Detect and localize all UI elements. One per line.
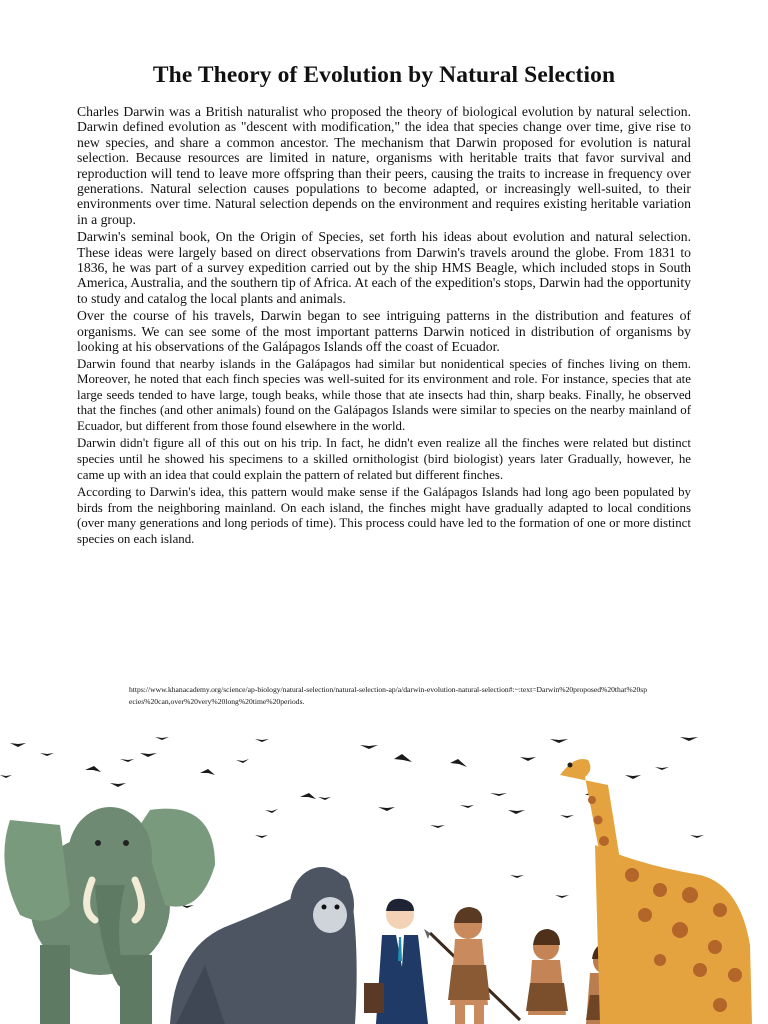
businessman-icon [364, 899, 428, 1024]
source-link[interactable]: https://www.khanacademy.org/science/ap-biology/natural-selection/natural-selection-ap/a/darwin-evolution-natural-selection#:~:text=Darwin%20proposed%20that%20species%20can,over%20very%20long%20time%20periods. [129, 685, 647, 706]
early-human-with-spear-icon [424, 907, 520, 1024]
page-title: The Theory of Evolution by Natural Selection [152, 62, 616, 88]
early-human-icon [526, 929, 568, 1015]
article-body [77, 104, 691, 550]
giraffe-icon [560, 759, 752, 1024]
paragraph: Darwin's seminal book, On the Origin of Species, set forth his ideas about evolution and natural selection. These ideas were largely based on direct observations from Darwin's travels around the globe. From 1831 to 1836, he was part of a survey expedition carried out by the ship HMS Beagle, which included stops in South America, Australia, and the southern tip of Africa. At each of the expedition's stops, Darwin had the opportunity to study and catalog the local plants and animals. [77, 229, 691, 306]
paragraph: Charles Darwin was a British naturalist who proposed the theory of biological evolution by natural selection. Darwin defined evolution as "descent with modification," the idea that species change over time, give rise to new species, and share a common ancestor. The mechanism that Darwin proposed for evolution is natural selection. Because resources are limited in nature, organisms with heritable traits that favor survival and reproduction will tend to leave more offspring than their peers, causing the traits to increase in frequency over generations. Natural selection causes populations to become adapted, or increasingly well-suited, to their environments over time. Natural selection depends on the environment and requires existing heritable variation in a group. [77, 104, 691, 227]
paragraph: Darwin found that nearby islands in the Galápagos had similar but nonidentical species of finches living on them. Moreover, he noted that each finch species was well-suited for its environment and role. For instance, species that ate large seeds tended to have large, tough beaks, while those that ate insects had thin, sharp beaks. Finally, he observed that the finches (and other animals) found on the Galápagos Islands were similar to species on the nearby mainland of Ecuador, but different from those found elsewhere in the world. [77, 356, 691, 433]
paragraph: Darwin didn't figure all of this out on his trip. In fact, he didn't even realize all the finches were related but distinct species until he showed his specimens to a skilled ornithologist (bird biologist) years later Gradually, however, he came up with an idea that could explain the pattern of related but different finches. [77, 436, 691, 482]
evolution-illustration [0, 715, 768, 1024]
paragraph: Over the course of his travels, Darwin began to see intriguing patterns in the distribution and features of organisms. We can see some of the most important patterns Darwin noticed in distribution of organisms by looking at his observations of the Galápagos Islands off the coast of Ecuador. [77, 308, 691, 355]
paragraph: According to Darwin's idea, this pattern would make sense if the Galápagos Islands had long ago been populated by birds from the neighboring mainland. On each island, the finches might have gradually adapted to local conditions (over many generations and long periods of time). This process could have led to the formation of one or more distinct species on each island. [77, 485, 691, 547]
